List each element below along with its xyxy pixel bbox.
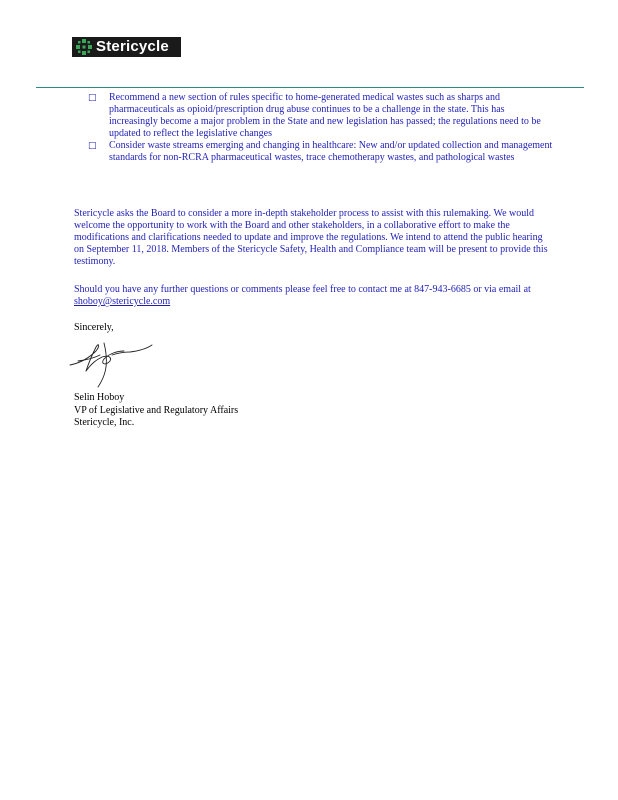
- stericycle-logo-icon: [75, 38, 93, 56]
- signer-block: [74, 392, 238, 430]
- stericycle-logo: [72, 37, 181, 57]
- list-item: [74, 140, 554, 164]
- list-item: [74, 92, 554, 140]
- signer-name: Selin Hoboy: [74, 392, 125, 403]
- bullet-text-2: Consider waste streams emerging and changing in healthcare: New and/or updated collection and management standards for non-RCRA pharmaceutical wastes, trace chemotherapy wastes, and pathological wastes: [109, 140, 553, 163]
- email-link[interactable]: shoboy@stericycle.com: [74, 296, 171, 307]
- stakeholder-paragraph: Stericycle asks the Board to consider a more in-depth stakeholder process to assist with this rulemaking. We would welcome the opportunity to work with the Board and other stakeholders, in a collaborative effort to make the modifications and clarifications needed to update and improve the regulations. We intend to attend the public hearing on September 11, 2018. Members of the Stericycle Safety, Health and Compliance team will be present to provide this testimony.: [74, 208, 548, 267]
- bullet-icon: □: [88, 93, 97, 103]
- bullet-text-1: Recommend a new section of rules specific to home-generated medical wastes such as sharps and pharmaceuticals as opioid/prescription drug abuse continues to be a challenge in the state. This has increasingly become a major problem in the State and new legislation has passed; the regulations need to be updated to reflect the legislative changes: [109, 92, 541, 139]
- contact-text: Should you have any further questions or comments please feel free to contact me at 847-943-6685 or via email at: [74, 284, 531, 295]
- signer-title: VP of Legislative and Regulatory Affairs: [74, 404, 239, 416]
- signer-company: Stericycle, Inc.: [74, 417, 135, 428]
- letter-body: [74, 92, 554, 307]
- closing: Sincerely,: [74, 322, 114, 333]
- contact-paragraph: [74, 284, 554, 308]
- bullet-icon: □: [88, 141, 97, 151]
- header-divider: [36, 87, 584, 88]
- recommendation-list: [74, 92, 554, 164]
- logo-text: Stericycle: [96, 38, 169, 55]
- handwritten-signature: [66, 333, 156, 389]
